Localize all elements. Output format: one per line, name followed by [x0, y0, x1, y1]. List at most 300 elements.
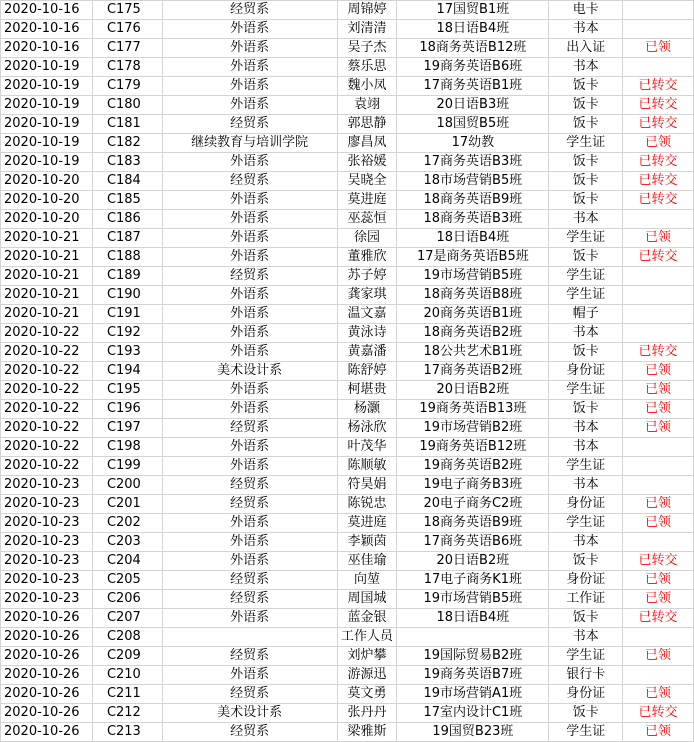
class-cell[interactable]: 18日语B4班 [397, 20, 549, 39]
table-row [1, 343, 694, 362]
table-row [1, 115, 694, 134]
date-cell[interactable]: 2020-10-20 [1, 210, 93, 229]
date-cell[interactable]: 2020-10-22 [1, 419, 93, 438]
date-cell[interactable]: 2020-10-22 [1, 381, 93, 400]
department-cell[interactable]: 外语系 [162, 229, 337, 248]
name-cell[interactable]: 苏子婷 [337, 267, 397, 286]
name-cell[interactable]: 蓝金银 [337, 609, 397, 628]
status-cell[interactable] [623, 457, 694, 476]
code-cell[interactable]: C210 [92, 666, 162, 685]
department-cell[interactable]: 经贸系 [162, 685, 337, 704]
status-cell[interactable] [623, 533, 694, 552]
code-cell[interactable]: C190 [92, 286, 162, 305]
department-cell[interactable]: 经贸系 [162, 476, 337, 495]
department-cell[interactable]: 外语系 [162, 305, 337, 324]
code-cell[interactable]: C192 [92, 324, 162, 343]
item-cell[interactable]: 饭卡 [549, 153, 623, 172]
date-cell[interactable]: 2020-10-21 [1, 267, 93, 286]
class-cell[interactable]: 18市场营销B5班 [397, 172, 549, 191]
table-body [1, 1, 694, 742]
code-cell[interactable]: C202 [92, 514, 162, 533]
date-cell[interactable]: 2020-10-16 [1, 1, 93, 20]
date-cell[interactable]: 2020-10-26 [1, 628, 93, 647]
code-cell[interactable]: C186 [92, 210, 162, 229]
item-cell[interactable]: 身份证 [549, 685, 623, 704]
table-row [1, 723, 694, 742]
name-cell[interactable]: 陈锐忠 [337, 495, 397, 514]
name-cell[interactable]: 刘炉攀 [337, 647, 397, 666]
item-cell[interactable]: 饭卡 [549, 609, 623, 628]
name-cell[interactable]: 杨泳欣 [337, 419, 397, 438]
class-cell[interactable]: 17是商务英语B5班 [397, 248, 549, 267]
date-cell[interactable]: 2020-10-22 [1, 343, 93, 362]
date-cell[interactable]: 2020-10-21 [1, 305, 93, 324]
department-cell[interactable]: 外语系 [162, 39, 337, 58]
table-row [1, 134, 694, 153]
class-cell[interactable]: 17商务英语B2班 [397, 362, 549, 381]
table-row [1, 704, 694, 723]
date-cell[interactable]: 2020-10-26 [1, 647, 93, 666]
code-cell[interactable]: C197 [92, 419, 162, 438]
status-cell[interactable] [623, 58, 694, 77]
status-cell[interactable] [623, 666, 694, 685]
item-cell[interactable]: 学生证 [549, 134, 623, 153]
date-cell[interactable]: 2020-10-16 [1, 20, 93, 39]
date-cell[interactable]: 2020-10-19 [1, 115, 93, 134]
item-cell[interactable]: 饭卡 [549, 191, 623, 210]
date-cell[interactable]: 2020-10-26 [1, 666, 93, 685]
name-cell[interactable]: 吴晓全 [337, 172, 397, 191]
name-cell[interactable]: 黄泳诗 [337, 324, 397, 343]
status-cell[interactable] [623, 210, 694, 229]
name-cell[interactable]: 廖昌凤 [337, 134, 397, 153]
table-row [1, 77, 694, 96]
status-cell[interactable]: 已转交 [623, 343, 694, 362]
status-cell[interactable]: 已领 [623, 590, 694, 609]
class-cell[interactable]: 19国贸B23班 [397, 723, 549, 742]
table-row [1, 362, 694, 381]
item-cell[interactable]: 身份证 [549, 362, 623, 381]
status-cell[interactable]: 已转交 [623, 704, 694, 723]
class-cell[interactable]: 18国贸B5班 [397, 115, 549, 134]
department-cell[interactable]: 外语系 [162, 609, 337, 628]
class-cell[interactable]: 17商务英语B1班 [397, 77, 549, 96]
date-cell[interactable]: 2020-10-22 [1, 362, 93, 381]
code-cell[interactable]: C183 [92, 153, 162, 172]
status-cell[interactable] [623, 305, 694, 324]
status-cell[interactable]: 已领 [623, 400, 694, 419]
department-cell[interactable]: 外语系 [162, 514, 337, 533]
status-cell[interactable]: 已转交 [623, 609, 694, 628]
name-cell[interactable]: 张裕媛 [337, 153, 397, 172]
status-cell[interactable]: 已转交 [623, 191, 694, 210]
table-row [1, 58, 694, 77]
code-cell[interactable]: C176 [92, 20, 162, 39]
code-cell[interactable]: C179 [92, 77, 162, 96]
table-row [1, 324, 694, 343]
table-row [1, 210, 694, 229]
table-row [1, 39, 694, 58]
table-row [1, 229, 694, 248]
class-cell[interactable]: 18商务英语B12班 [397, 39, 549, 58]
status-cell[interactable]: 已领 [623, 419, 694, 438]
status-cell[interactable] [623, 267, 694, 286]
name-cell[interactable]: 周国城 [337, 590, 397, 609]
item-cell[interactable]: 银行卡 [549, 666, 623, 685]
name-cell[interactable]: 巫蕊恒 [337, 210, 397, 229]
date-cell[interactable]: 2020-10-16 [1, 39, 93, 58]
status-cell[interactable] [623, 1, 694, 20]
department-cell[interactable]: 经贸系 [162, 495, 337, 514]
class-cell[interactable]: 19国际贸易B2班 [397, 647, 549, 666]
class-cell[interactable]: 20日语B2班 [397, 381, 549, 400]
item-cell[interactable]: 书本 [549, 438, 623, 457]
item-cell[interactable]: 饭卡 [549, 96, 623, 115]
date-cell[interactable]: 2020-10-22 [1, 438, 93, 457]
date-cell[interactable]: 2020-10-20 [1, 191, 93, 210]
name-cell[interactable]: 黄嘉潘 [337, 343, 397, 362]
item-cell[interactable]: 身份证 [549, 571, 623, 590]
class-cell[interactable]: 20日语B3班 [397, 96, 549, 115]
department-cell[interactable]: 继续教育与培训学院 [162, 134, 337, 153]
class-cell[interactable]: 19电子商务B3班 [397, 476, 549, 495]
status-cell[interactable]: 已转交 [623, 248, 694, 267]
code-cell[interactable]: C213 [92, 723, 162, 742]
status-cell[interactable]: 已领 [623, 495, 694, 514]
name-cell[interactable]: 董雅欣 [337, 248, 397, 267]
class-cell[interactable]: 18日语B4班 [397, 609, 549, 628]
department-cell[interactable]: 外语系 [162, 324, 337, 343]
status-cell[interactable]: 已领 [623, 514, 694, 533]
name-cell[interactable]: 游源迅 [337, 666, 397, 685]
status-cell[interactable]: 已领 [623, 362, 694, 381]
class-cell[interactable]: 19市场营销B5班 [397, 590, 549, 609]
name-cell[interactable]: 魏小凤 [337, 77, 397, 96]
name-cell[interactable]: 陈舒婷 [337, 362, 397, 381]
table-row [1, 381, 694, 400]
code-cell[interactable]: C211 [92, 685, 162, 704]
item-cell[interactable]: 书本 [549, 476, 623, 495]
status-cell[interactable]: 已转交 [623, 77, 694, 96]
department-cell[interactable]: 经贸系 [162, 1, 337, 20]
status-cell[interactable]: 已领 [623, 685, 694, 704]
status-cell[interactable] [623, 20, 694, 39]
class-cell[interactable]: 19市场营销B2班 [397, 419, 549, 438]
item-cell[interactable]: 学生证 [549, 514, 623, 533]
department-cell[interactable]: 外语系 [162, 666, 337, 685]
department-cell[interactable]: 外语系 [162, 77, 337, 96]
item-cell[interactable]: 书本 [549, 628, 623, 647]
department-cell[interactable]: 外语系 [162, 191, 337, 210]
status-cell[interactable]: 已领 [623, 723, 694, 742]
code-cell[interactable]: C189 [92, 267, 162, 286]
status-cell[interactable]: 已转交 [623, 153, 694, 172]
item-cell[interactable]: 书本 [549, 324, 623, 343]
code-cell[interactable]: C206 [92, 590, 162, 609]
name-cell[interactable]: 巫佳瑜 [337, 552, 397, 571]
name-cell[interactable]: 柯堪贵 [337, 381, 397, 400]
department-cell[interactable]: 经贸系 [162, 267, 337, 286]
code-cell[interactable]: C212 [92, 704, 162, 723]
code-cell[interactable]: C207 [92, 609, 162, 628]
department-cell[interactable]: 美术设计系 [162, 362, 337, 381]
date-cell[interactable]: 2020-10-19 [1, 58, 93, 77]
item-cell[interactable]: 学生证 [549, 229, 623, 248]
date-cell[interactable]: 2020-10-19 [1, 77, 93, 96]
class-cell[interactable]: 19市场营销B5班 [397, 267, 549, 286]
date-cell[interactable]: 2020-10-22 [1, 400, 93, 419]
date-cell[interactable]: 2020-10-23 [1, 552, 93, 571]
status-cell[interactable]: 已转交 [623, 172, 694, 191]
class-cell[interactable]: 17商务英语B3班 [397, 153, 549, 172]
name-cell[interactable]: 张丹丹 [337, 704, 397, 723]
code-cell[interactable]: C178 [92, 58, 162, 77]
name-cell[interactable]: 袁翊 [337, 96, 397, 115]
status-cell[interactable]: 已领 [623, 381, 694, 400]
item-cell[interactable]: 学生证 [549, 286, 623, 305]
item-cell[interactable]: 书本 [549, 419, 623, 438]
code-cell[interactable]: C196 [92, 400, 162, 419]
code-cell[interactable]: C200 [92, 476, 162, 495]
date-cell[interactable]: 2020-10-26 [1, 704, 93, 723]
date-cell[interactable]: 2020-10-23 [1, 533, 93, 552]
table-row [1, 96, 694, 115]
name-cell[interactable]: 莫进庭 [337, 514, 397, 533]
item-cell[interactable]: 饭卡 [549, 115, 623, 134]
code-cell[interactable]: C203 [92, 533, 162, 552]
department-cell[interactable]: 经贸系 [162, 115, 337, 134]
item-cell[interactable]: 饭卡 [549, 248, 623, 267]
name-cell[interactable]: 李颖茵 [337, 533, 397, 552]
item-cell[interactable]: 学生证 [549, 723, 623, 742]
table-row [1, 457, 694, 476]
code-cell[interactable]: C198 [92, 438, 162, 457]
code-cell[interactable]: C199 [92, 457, 162, 476]
table-row [1, 248, 694, 267]
item-cell[interactable]: 学生证 [549, 381, 623, 400]
code-cell[interactable]: C185 [92, 191, 162, 210]
table-row [1, 609, 694, 628]
date-cell[interactable]: 2020-10-23 [1, 590, 93, 609]
name-cell[interactable]: 莫文勇 [337, 685, 397, 704]
name-cell[interactable]: 陈顺敏 [337, 457, 397, 476]
name-cell[interactable]: 郭思静 [337, 115, 397, 134]
status-cell[interactable] [623, 438, 694, 457]
name-cell[interactable]: 吴子杰 [337, 39, 397, 58]
item-cell[interactable]: 工作证 [549, 590, 623, 609]
status-cell[interactable]: 已转交 [623, 96, 694, 115]
department-cell[interactable]: 经贸系 [162, 723, 337, 742]
table-row [1, 590, 694, 609]
class-cell[interactable]: 19商务英语B7班 [397, 666, 549, 685]
department-cell[interactable]: 经贸系 [162, 571, 337, 590]
name-cell[interactable]: 刘清清 [337, 20, 397, 39]
date-cell[interactable]: 2020-10-19 [1, 134, 93, 153]
date-cell[interactable]: 2020-10-23 [1, 495, 93, 514]
department-cell[interactable]: 外语系 [162, 20, 337, 39]
name-cell[interactable]: 龚家琪 [337, 286, 397, 305]
code-cell[interactable]: C201 [92, 495, 162, 514]
class-cell[interactable]: 19商务英语B12班 [397, 438, 549, 457]
class-cell[interactable]: 19市场营销A1班 [397, 685, 549, 704]
code-cell[interactable]: C177 [92, 39, 162, 58]
status-cell[interactable]: 已领 [623, 229, 694, 248]
date-cell[interactable]: 2020-10-19 [1, 153, 93, 172]
table-row [1, 647, 694, 666]
item-cell[interactable]: 书本 [549, 210, 623, 229]
name-cell[interactable]: 工作人员 [337, 628, 397, 647]
date-cell[interactable]: 2020-10-22 [1, 457, 93, 476]
code-cell[interactable]: C180 [92, 96, 162, 115]
date-cell[interactable]: 2020-10-26 [1, 609, 93, 628]
name-cell[interactable]: 梁雅斯 [337, 723, 397, 742]
department-cell[interactable]: 外语系 [162, 457, 337, 476]
class-cell[interactable]: 17室内设计C1班 [397, 704, 549, 723]
item-cell[interactable]: 饭卡 [549, 704, 623, 723]
code-cell[interactable]: C195 [92, 381, 162, 400]
class-cell[interactable]: 19商务英语B2班 [397, 457, 549, 476]
class-cell[interactable]: 18商务英语B2班 [397, 324, 549, 343]
class-cell[interactable]: 18商务英语B9班 [397, 514, 549, 533]
item-cell[interactable]: 饭卡 [549, 77, 623, 96]
department-cell[interactable] [162, 628, 337, 647]
department-cell[interactable]: 外语系 [162, 343, 337, 362]
table-row [1, 172, 694, 191]
item-cell[interactable]: 身份证 [549, 495, 623, 514]
status-cell[interactable] [623, 628, 694, 647]
class-cell[interactable]: 18商务英语B8班 [397, 286, 549, 305]
code-cell[interactable]: C209 [92, 647, 162, 666]
code-cell[interactable]: C188 [92, 248, 162, 267]
class-cell[interactable]: 17幼教 [397, 134, 549, 153]
table-row [1, 419, 694, 438]
status-cell[interactable]: 已转交 [623, 552, 694, 571]
table-row [1, 514, 694, 533]
name-cell[interactable]: 向堃 [337, 571, 397, 590]
table-row [1, 533, 694, 552]
table-row [1, 685, 694, 704]
status-cell[interactable] [623, 324, 694, 343]
item-cell[interactable]: 学生证 [549, 647, 623, 666]
department-cell[interactable]: 外语系 [162, 438, 337, 457]
code-cell[interactable]: C204 [92, 552, 162, 571]
class-cell[interactable]: 17电子商务K1班 [397, 571, 549, 590]
status-cell[interactable]: 已领 [623, 571, 694, 590]
date-cell[interactable]: 2020-10-26 [1, 685, 93, 704]
item-cell[interactable]: 书本 [549, 58, 623, 77]
item-cell[interactable]: 出入证 [549, 39, 623, 58]
name-cell[interactable]: 符昊娟 [337, 476, 397, 495]
table-row [1, 1, 694, 20]
item-cell[interactable]: 饭卡 [549, 172, 623, 191]
code-cell[interactable]: C194 [92, 362, 162, 381]
status-cell[interactable]: 已领 [623, 134, 694, 153]
code-cell[interactable]: C191 [92, 305, 162, 324]
date-cell[interactable]: 2020-10-26 [1, 723, 93, 742]
department-cell[interactable]: 外语系 [162, 248, 337, 267]
item-cell[interactable]: 饭卡 [549, 552, 623, 571]
item-cell[interactable]: 书本 [549, 20, 623, 39]
class-cell[interactable]: 20商务英语B1班 [397, 305, 549, 324]
date-cell[interactable]: 2020-10-20 [1, 172, 93, 191]
class-cell[interactable]: 19商务英语B6班 [397, 58, 549, 77]
department-cell[interactable]: 外语系 [162, 58, 337, 77]
class-cell[interactable]: 17商务英语B6班 [397, 533, 549, 552]
department-cell[interactable]: 外语系 [162, 533, 337, 552]
department-cell[interactable]: 经贸系 [162, 172, 337, 191]
name-cell[interactable]: 杨灏 [337, 400, 397, 419]
name-cell[interactable]: 徐园 [337, 229, 397, 248]
status-cell[interactable] [623, 286, 694, 305]
date-cell[interactable]: 2020-10-23 [1, 571, 93, 590]
date-cell[interactable]: 2020-10-19 [1, 96, 93, 115]
date-cell[interactable]: 2020-10-23 [1, 514, 93, 533]
class-cell[interactable]: 18商务英语B9班 [397, 191, 549, 210]
department-cell[interactable]: 经贸系 [162, 590, 337, 609]
name-cell[interactable]: 蔡乐思 [337, 58, 397, 77]
code-cell[interactable]: C175 [92, 1, 162, 20]
department-cell[interactable]: 外语系 [162, 381, 337, 400]
class-cell[interactable] [397, 628, 549, 647]
table-row [1, 20, 694, 39]
item-cell[interactable]: 饭卡 [549, 400, 623, 419]
class-cell[interactable]: 18公共艺术B1班 [397, 343, 549, 362]
department-cell[interactable]: 外语系 [162, 400, 337, 419]
date-cell[interactable]: 2020-10-23 [1, 476, 93, 495]
date-cell[interactable]: 2020-10-21 [1, 286, 93, 305]
department-cell[interactable]: 经贸系 [162, 419, 337, 438]
class-cell[interactable]: 18商务英语B3班 [397, 210, 549, 229]
item-cell[interactable]: 饭卡 [549, 343, 623, 362]
department-cell[interactable]: 外语系 [162, 153, 337, 172]
department-cell[interactable]: 外语系 [162, 96, 337, 115]
department-cell[interactable]: 外语系 [162, 552, 337, 571]
department-cell[interactable]: 经贸系 [162, 647, 337, 666]
department-cell[interactable]: 外语系 [162, 210, 337, 229]
item-cell[interactable]: 书本 [549, 533, 623, 552]
item-cell[interactable]: 学生证 [549, 457, 623, 476]
item-cell[interactable]: 电卡 [549, 1, 623, 20]
item-cell[interactable]: 学生证 [549, 267, 623, 286]
class-cell[interactable]: 17国贸B1班 [397, 1, 549, 20]
status-cell[interactable]: 已转交 [623, 115, 694, 134]
item-cell[interactable]: 帽子 [549, 305, 623, 324]
code-cell[interactable]: C205 [92, 571, 162, 590]
class-cell[interactable]: 20电子商务C2班 [397, 495, 549, 514]
code-cell[interactable]: C184 [92, 172, 162, 191]
name-cell[interactable]: 周锦婷 [337, 1, 397, 20]
code-cell[interactable]: C187 [92, 229, 162, 248]
code-cell[interactable]: C193 [92, 343, 162, 362]
code-cell[interactable]: C208 [92, 628, 162, 647]
name-cell[interactable]: 莫进庭 [337, 191, 397, 210]
class-cell[interactable]: 19商务英语B13班 [397, 400, 549, 419]
code-cell[interactable]: C182 [92, 134, 162, 153]
name-cell[interactable]: 温文嘉 [337, 305, 397, 324]
name-cell[interactable]: 叶茂华 [337, 438, 397, 457]
date-cell[interactable]: 2020-10-21 [1, 229, 93, 248]
class-cell[interactable]: 18日语B4班 [397, 229, 549, 248]
department-cell[interactable]: 外语系 [162, 286, 337, 305]
code-cell[interactable]: C181 [92, 115, 162, 134]
status-cell[interactable]: 已领 [623, 647, 694, 666]
date-cell[interactable]: 2020-10-21 [1, 248, 93, 267]
date-cell[interactable]: 2020-10-22 [1, 324, 93, 343]
class-cell[interactable]: 20日语B2班 [397, 552, 549, 571]
status-cell[interactable]: 已领 [623, 39, 694, 58]
department-cell[interactable]: 美术设计系 [162, 704, 337, 723]
status-cell[interactable] [623, 476, 694, 495]
